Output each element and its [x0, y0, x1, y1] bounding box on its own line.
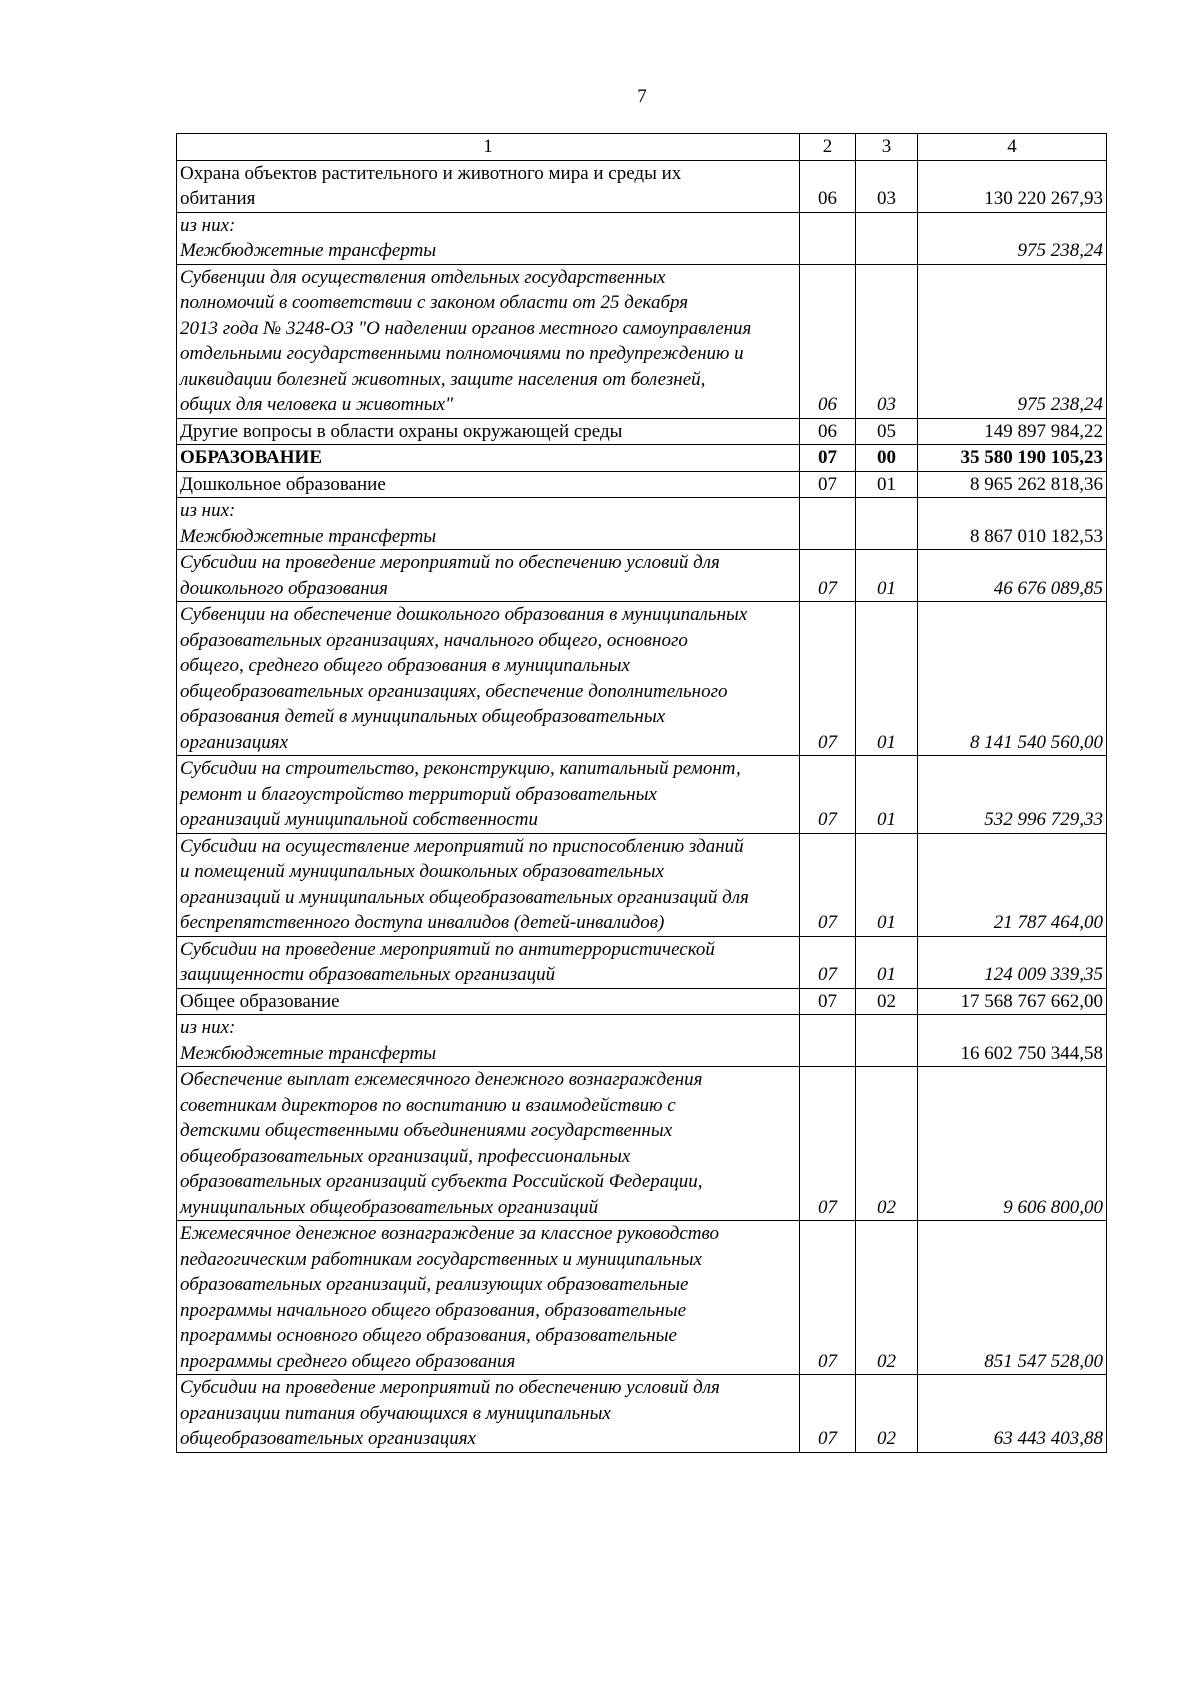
description-line: образовательных организаций, реализующих образовательные: [180, 1274, 689, 1295]
row-description: [177, 498, 800, 550]
table-row: [177, 988, 1107, 1015]
table-header-row: [177, 134, 1107, 161]
description-line: Субвенции для осуществления отдельных государственных: [180, 266, 666, 288]
description-line: ОБРАЗОВАНИЕ: [180, 447, 322, 468]
description-line: программы начального общего образования, образовательные: [180, 1299, 687, 1321]
description-line: Субвенции на обеспечение дошкольного образования в муниципальных: [180, 604, 748, 625]
amount: 975 238,24: [918, 264, 1107, 418]
description-line: Охрана объектов растительного и животного мира и среды их: [180, 162, 682, 184]
description-line: Обеспечение выплат ежемесячного денежного вознаграждения: [180, 1069, 703, 1090]
description-line: 2013 года № 3248-ОЗ "О наделении органов местного самоуправления: [180, 317, 752, 339]
description-line: программы среднего общего образования: [180, 1350, 516, 1372]
row-description: [177, 833, 800, 936]
subsection-code: 01: [856, 471, 918, 498]
section-code: 07: [800, 602, 856, 756]
table-row: [177, 1375, 1107, 1453]
table-row: [177, 936, 1107, 988]
table-row: [177, 498, 1107, 550]
description-line: муниципальных общеобразовательных организаций: [180, 1196, 599, 1218]
table-row: [177, 264, 1107, 418]
table-row: [177, 550, 1107, 602]
amount: 975 238,24: [918, 212, 1107, 264]
row-description: [177, 550, 800, 602]
description-line: образовательных организациях, начального общего, основного: [180, 629, 688, 651]
section-code: [800, 212, 856, 264]
description-line: из них:: [180, 1017, 236, 1038]
row-description: [177, 264, 800, 418]
table-row: [177, 471, 1107, 498]
row-description: [177, 418, 800, 445]
amount: 21 787 464,00: [918, 833, 1107, 936]
row-description: [177, 471, 800, 498]
subsection-code: 01: [856, 833, 918, 936]
row-description: [177, 1015, 800, 1067]
subsection-code: 00: [856, 445, 918, 472]
description-line: организациях: [180, 731, 289, 753]
budget-table-body: [177, 134, 1107, 1453]
subsection-code: 01: [856, 756, 918, 834]
subsection-code: 02: [856, 1067, 918, 1221]
row-description: [177, 1375, 800, 1453]
subsection-code: [856, 498, 918, 550]
description-line: отдельными государственными полномочиями по предупреждению и: [180, 343, 744, 364]
description-line: обитания: [180, 188, 256, 209]
table-row: [177, 212, 1107, 264]
description-line: педагогическим работникам государственных и муниципальных: [180, 1248, 702, 1270]
description-line: организации питания обучающихся в муниципальных: [180, 1402, 611, 1424]
row-description: [177, 1067, 800, 1221]
amount: 63 443 403,88: [918, 1375, 1107, 1453]
amount: 130 220 267,93: [918, 160, 1107, 212]
table-row: [177, 418, 1107, 445]
description-line: советникам директоров по воспитанию и взаимодействию с: [180, 1094, 676, 1116]
description-line: ликвидации болезней животных, защите населения от болезней,: [180, 368, 706, 390]
description-line: из них:: [180, 500, 236, 521]
table-row: [177, 160, 1107, 212]
description-line: дошкольного образования: [180, 577, 389, 599]
description-line: Ежемесячное денежное вознаграждение за классное руководство: [180, 1223, 720, 1244]
row-description: [177, 212, 800, 264]
description-line: программы основного общего образования, образовательные: [180, 1325, 677, 1346]
column-header-2: 2: [800, 134, 856, 161]
subsection-code: 02: [856, 1375, 918, 1453]
table-row: [177, 445, 1107, 472]
column-header-1: 1: [177, 134, 800, 161]
amount: 35 580 190 105,23: [918, 445, 1107, 472]
description-line: Субсидии на проведение мероприятий по обеспечению условий для: [180, 1377, 720, 1398]
amount: 532 996 729,33: [918, 756, 1107, 834]
description-line: из них:: [180, 214, 236, 236]
amount: 16 602 750 344,58: [918, 1015, 1107, 1067]
table-row: [177, 1067, 1107, 1221]
description-line: общеобразовательных организациях, обеспечение дополнительного: [180, 680, 728, 702]
section-code: 07: [800, 1375, 856, 1453]
description-line: беспрепятственного доступа инвалидов (детей-инвалидов): [180, 912, 665, 933]
section-code: 07: [800, 988, 856, 1015]
amount: 8 141 540 560,00: [918, 602, 1107, 756]
subsection-code: 01: [856, 602, 918, 756]
description-line: организаций муниципальной собственности: [180, 809, 538, 830]
section-code: 07: [800, 756, 856, 834]
section-code: 07: [800, 833, 856, 936]
description-line: Субсидии на проведение мероприятий по обеспечению условий для: [180, 552, 720, 573]
subsection-code: 03: [856, 264, 918, 418]
description-line: Другие вопросы в области охраны окружающей среды: [180, 420, 623, 442]
description-line: Межбюджетные трансферты: [180, 1042, 437, 1064]
amount: 46 676 089,85: [918, 550, 1107, 602]
description-line: Общее образование: [180, 990, 340, 1012]
section-code: [800, 1015, 856, 1067]
section-code: 07: [800, 1067, 856, 1221]
row-description: [177, 602, 800, 756]
row-description: [177, 160, 800, 212]
description-line: полномочий в соответствии с законом области от 25 декабря: [180, 292, 689, 313]
description-line: Субсидии на осуществление мероприятий по приспособлению зданий: [180, 835, 744, 857]
subsection-code: [856, 212, 918, 264]
section-code: 06: [800, 160, 856, 212]
row-description: [177, 756, 800, 834]
section-code: 07: [800, 550, 856, 602]
table-row: [177, 1015, 1107, 1067]
description-line: общеобразовательных организаций, профессиональных: [180, 1145, 631, 1167]
subsection-code: 03: [856, 160, 918, 212]
table-row: [177, 756, 1107, 834]
table-row: [177, 602, 1107, 756]
description-line: общеобразовательных организациях: [180, 1428, 476, 1449]
amount: 17 568 767 662,00: [918, 988, 1107, 1015]
amount: 8 965 262 818,36: [918, 471, 1107, 498]
table-row: [177, 833, 1107, 936]
description-line: образования детей в муниципальных общеобразовательных: [180, 706, 666, 727]
row-description: [177, 445, 800, 472]
section-code: 07: [800, 445, 856, 472]
description-line: ремонт и благоустройство территорий образовательных: [180, 783, 657, 805]
subsection-code: 01: [856, 550, 918, 602]
description-line: общих для человека и животных": [180, 394, 454, 415]
description-line: Межбюджетные трансферты: [180, 525, 437, 547]
description-line: общего, среднего общего образования в муниципальных: [180, 655, 630, 676]
section-code: 07: [800, 471, 856, 498]
column-header-4: 4: [918, 134, 1107, 161]
section-code: 06: [800, 418, 856, 445]
section-code: 06: [800, 264, 856, 418]
table-row: [177, 1221, 1107, 1375]
amount: 8 867 010 182,53: [918, 498, 1107, 550]
description-line: Межбюджетные трансферты: [180, 240, 437, 261]
budget-table: [176, 133, 1107, 1453]
description-line: защищенности образовательных организаций: [180, 964, 556, 985]
amount: 149 897 984,22: [918, 418, 1107, 445]
section-code: [800, 498, 856, 550]
section-code: 07: [800, 1221, 856, 1375]
page-number: 7: [637, 86, 647, 107]
amount: 9 606 800,00: [918, 1067, 1107, 1221]
amount: 124 009 339,35: [918, 936, 1107, 988]
subsection-code: 02: [856, 1221, 918, 1375]
description-line: и помещений муниципальных дошкольных образовательных: [180, 861, 664, 882]
description-line: Дошкольное образование: [180, 473, 386, 495]
description-line: организаций и муниципальных общеобразовательных организаций для: [180, 886, 749, 908]
description-line: Субсидии на проведение мероприятий по антитеррористической: [180, 938, 715, 960]
row-description: [177, 1221, 800, 1375]
column-header-3: 3: [856, 134, 918, 161]
section-code: 07: [800, 936, 856, 988]
description-line: образовательных организаций субъекта Российской Федерации,: [180, 1171, 703, 1192]
subsection-code: [856, 1015, 918, 1067]
subsection-code: 05: [856, 418, 918, 445]
subsection-code: 02: [856, 988, 918, 1015]
amount: 851 547 528,00: [918, 1221, 1107, 1375]
subsection-code: 01: [856, 936, 918, 988]
description-line: детскими общественными объединениями государственных: [180, 1120, 673, 1141]
row-description: [177, 936, 800, 988]
row-description: [177, 988, 800, 1015]
description-line: Субсидии на строительство, реконструкцию, капитальный ремонт,: [180, 758, 741, 779]
